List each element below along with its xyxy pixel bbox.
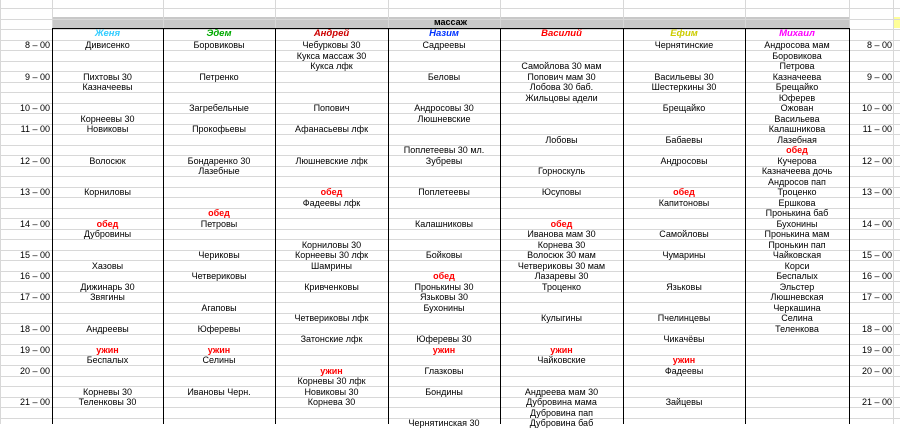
time-label-right[interactable]: 19 – 00 [861,344,892,355]
appointment-cell[interactable]: Новиковы 30 [304,386,359,397]
time-label-right[interactable]: 8 – 00 [866,40,892,50]
appointment-cell[interactable]: Афанасьевы лфк [294,124,369,134]
appointment-cell[interactable]: Кулыгины [540,313,582,323]
appointment-cell[interactable]: Лазебная [777,134,817,145]
appointment-cell[interactable]: Дубровины [83,229,132,239]
appointment-cell[interactable]: Васильевы 30 [654,71,714,82]
break-label[interactable]: ужин [432,344,456,355]
appointment-cell[interactable]: Лобовы [545,134,578,145]
appointment-cell[interactable]: Чебурковы 30 [302,40,361,50]
appointment-cell[interactable]: Андросова мам [764,40,830,50]
appointment-cell[interactable]: Юсуповы [541,187,582,197]
appointment-cell[interactable]: Теленкова [775,323,819,334]
time-label-right[interactable]: 18 – 00 [861,323,892,334]
break-label[interactable]: обед [208,208,230,218]
appointment-cell[interactable]: Лобова 30 баб. [529,82,594,92]
appointment-cell[interactable]: Люшневская [770,292,824,302]
appointment-cell[interactable]: Звягины [90,292,125,302]
appointment-cell[interactable]: Пронькины 30 [414,281,474,292]
break-label[interactable]: обед [550,218,573,229]
appointment-cell[interactable]: Юферевы [197,323,241,334]
appointment-cell[interactable]: Черкашина [773,302,821,313]
appointment-cell[interactable]: Дижинарь 30 [80,281,135,292]
time-label-right[interactable]: 12 – 00 [861,155,892,166]
appointment-cell[interactable]: Беспалых [776,271,818,281]
appointment-cell[interactable]: Чериковы [198,250,240,260]
appointment-cell[interactable]: Самойловы [659,229,709,239]
appointment-cell[interactable]: Попович мам 30 [527,71,596,82]
time-label-left[interactable]: 11 – 00 [20,124,50,134]
appointment-cell[interactable]: Агаповы [201,302,237,313]
appointment-cell[interactable]: Бондаренко 30 [187,155,251,166]
appointment-cell[interactable]: Волосюк [89,155,126,166]
appointment-cell[interactable]: Ожован [780,103,814,113]
time-label-right[interactable]: 10 – 00 [861,103,892,113]
break-label[interactable]: ужин [550,344,573,355]
appointment-cell[interactable]: Пронькина баб [765,208,829,218]
appointment-cell[interactable]: Четвериковы [191,271,247,281]
time-label-left[interactable]: 13 – 00 [19,187,50,197]
appointment-cell[interactable]: Садреевы [422,40,466,50]
appointment-cell[interactable]: Теленковы 30 [78,397,137,407]
appointment-cell[interactable]: Самойлова 30 мам [521,61,602,71]
appointment-cell[interactable]: Шамрины [311,260,352,271]
time-label-left[interactable]: 12 – 00 [19,155,50,166]
appointment-cell[interactable]: Селины [202,355,236,365]
appointment-cell[interactable]: Кукса лфк [310,61,353,71]
column-header[interactable]: Ефим [670,28,698,39]
appointment-cell[interactable]: Беловы [427,71,461,82]
appointment-cell[interactable]: Пронькин пап [768,239,826,250]
column-header[interactable]: Василий [541,28,582,39]
appointment-cell[interactable]: Пчелинцевы [657,313,711,323]
appointment-cell[interactable]: Пронькина мам [764,229,830,239]
appointment-cell[interactable]: Брещайко [662,103,706,113]
appointment-cell[interactable]: Казначеева [772,71,822,82]
appointment-cell[interactable]: Дубровина баб [529,418,594,428]
appointment-cell[interactable]: Калашниковы [414,218,474,229]
appointment-cell[interactable]: Бухонины [776,218,818,229]
column-header[interactable]: Женя [94,28,121,39]
appointment-cell[interactable]: Капитоновы [658,197,710,208]
grid-row-line [0,8,900,9]
time-label-right[interactable]: 11 – 00 [862,124,892,134]
time-label-left[interactable]: 18 – 00 [19,323,50,334]
appointment-cell[interactable]: Корнева 30 [537,239,586,250]
appointment-cell[interactable]: Корнева 30 [307,397,356,407]
grid-col-line [893,0,894,424]
appointment-cell[interactable]: Корниловы [84,187,131,197]
column-header[interactable]: Назим [429,28,459,39]
break-label[interactable]: ужин [207,344,231,355]
time-label-left[interactable]: 21 – 00 [19,397,50,407]
time-label-left[interactable]: 15 – 00 [19,250,50,260]
time-label-left[interactable]: 19 – 00 [19,344,50,355]
appointment-cell[interactable]: Язьковы [666,281,702,292]
appointment-cell[interactable]: Чайковские [537,355,586,365]
appointment-cell[interactable]: Юферев [778,92,816,103]
column-header[interactable]: Эдем [206,28,232,39]
time-label-left[interactable]: 20 – 00 [19,365,50,376]
appointment-cell[interactable]: Бондины [425,386,463,397]
appointment-cell[interactable]: Корси [784,260,810,271]
appointment-cell[interactable]: Беспалых [86,355,129,365]
appointment-cell[interactable]: Лазебные [198,166,240,176]
appointment-cell[interactable]: Четвериковы 30 мам [517,260,606,271]
appointment-cell[interactable]: Дубровина пап [529,407,594,418]
break-label[interactable]: обед [433,271,455,281]
appointment-cell[interactable]: Загребельные [189,103,249,113]
appointment-cell[interactable]: Новиковы [86,124,129,134]
appointment-cell[interactable]: Шестеркины 30 [651,82,717,92]
appointment-cell[interactable]: Чернятинские [654,40,714,50]
appointment-cell[interactable]: Андросов пап [768,176,826,187]
appointment-cell[interactable]: Зубревы [425,155,463,166]
appointment-cell[interactable]: Волосюк 30 мам [527,250,596,260]
appointment-cell[interactable]: Кучерова [777,155,817,166]
grid-col-line [0,0,1,424]
time-label-right[interactable]: 17 – 00 [861,292,892,302]
appointment-cell[interactable]: Бабаевы [665,134,703,145]
sheet-title[interactable]: массаж [433,17,468,27]
appointment-cell[interactable]: Ершкова [778,197,816,208]
appointment-cell[interactable]: Корнеевы 30 [80,113,135,124]
time-label-left[interactable]: 17 – 00 [19,292,50,302]
appointment-cell[interactable]: Дивисенко [85,40,130,50]
time-label-right[interactable]: 21 – 00 [861,397,892,407]
column-header[interactable]: Михаил [779,28,815,39]
appointment-cell[interactable]: Боровикова [772,50,822,61]
appointment-cell[interactable]: Петровы [200,218,238,229]
appointment-cell[interactable]: Троценко [541,281,582,292]
appointment-cell[interactable]: Андреева мам 30 [524,386,599,397]
appointment-cell[interactable]: Люшневские лфк [295,155,368,166]
appointment-cell[interactable]: Фадеевы [664,365,704,376]
appointment-cell[interactable]: Кривченковы [304,281,359,292]
appointment-cell[interactable]: Люшневские [417,113,471,124]
break-label[interactable]: ужин [96,344,119,355]
column-header[interactable]: Андрей [313,28,350,39]
appointment-cell[interactable]: Прокофьевы [192,124,246,134]
appointment-cell[interactable]: Бухонины [423,302,465,313]
appointment-cell[interactable]: Иванова мам 30 [527,229,596,239]
appointment-cell[interactable]: Зайцевы [665,397,703,407]
time-label-right[interactable]: 20 – 00 [861,365,892,376]
appointment-cell[interactable]: Селина [781,313,813,323]
appointment-cell[interactable]: Андросовы 30 [414,103,474,113]
appointment-cell[interactable]: Юферевы 30 [416,334,472,344]
appointment-cell[interactable]: Глазковы [424,365,464,376]
appointment-cell[interactable]: Фадеевы лфк [302,197,361,208]
appointment-cell[interactable]: Петренко [199,71,239,82]
break-label[interactable]: ужин [672,355,696,365]
appointment-cell[interactable]: Брещайко [775,82,819,92]
appointment-cell[interactable]: Корниловы 30 [301,239,362,250]
appointment-cell[interactable]: Бойковы [425,250,463,260]
break-label[interactable]: ужин [320,365,343,376]
appointment-cell[interactable]: Чернятинская 30 [408,418,480,428]
time-label-right[interactable]: 15 – 00 [861,250,892,260]
appointment-cell[interactable]: Четвериковы лфк [294,313,369,323]
time-label-right[interactable]: 13 – 00 [861,187,892,197]
appointment-cell[interactable]: Жильцовы адели [525,92,598,103]
appointment-cell[interactable]: Чумарины [662,250,706,260]
time-label-left[interactable]: 16 – 00 [19,271,50,281]
time-label-left[interactable]: 14 – 00 [19,218,50,229]
appointment-cell[interactable]: Пихтовы 30 [83,71,132,82]
appointment-cell[interactable]: Чайковская [772,250,822,260]
appointment-cell[interactable]: Казначеева дочь [761,166,833,176]
appointment-cell[interactable]: Корнеевы 30 лфк [294,250,369,260]
break-label[interactable]: обед [96,218,119,229]
break-label[interactable]: обед [786,145,808,155]
appointment-cell[interactable]: Васильева [774,113,820,124]
appointment-cell[interactable]: Эльстер [779,281,815,292]
appointment-cell[interactable]: Корневы 30 [83,386,132,397]
time-label-right[interactable]: 16 – 00 [861,271,892,281]
appointment-cell[interactable]: Андреевы [86,323,129,334]
time-label-left[interactable]: 8 – 00 [24,40,50,50]
appointment-cell[interactable]: Поплетеевы 30 мл. [403,145,485,155]
appointment-cell[interactable]: Троценко [777,187,817,197]
time-label-left[interactable]: 10 – 00 [19,103,50,113]
appointment-cell[interactable]: Боровиковы [193,40,245,50]
appointment-cell[interactable]: Корневы 30 лфк [297,376,366,386]
appointment-cell[interactable]: Калашникова [768,124,826,134]
appointment-cell[interactable]: Андросовы [660,155,708,166]
appointment-cell[interactable]: Попович [313,103,350,113]
appointment-cell[interactable]: Петрова [779,61,815,71]
appointment-cell[interactable]: Хазовы [91,260,124,271]
grid-row-line [0,19,900,20]
appointment-cell[interactable]: Поплетеевы [418,187,470,197]
break-label[interactable]: обед [320,187,343,197]
appointment-cell[interactable]: Дубровина мама [526,397,597,407]
appointment-cell[interactable]: Горноскуль [537,166,586,176]
appointment-cell[interactable]: Ивановы Черн. [187,386,251,397]
time-label-left[interactable]: 9 – 00 [24,71,50,82]
appointment-cell[interactable]: Кукса массаж 30 [296,50,367,61]
appointment-cell[interactable]: Затонские лфк [300,334,363,344]
break-label[interactable]: обед [673,187,695,197]
appointment-cell[interactable]: Казначеевы [82,82,133,92]
time-label-right[interactable]: 14 – 00 [861,218,892,229]
appointment-cell[interactable]: Лазаревы 30 [534,271,589,281]
time-label-right[interactable]: 9 – 00 [866,71,892,82]
appointment-cell[interactable]: Язьковы 30 [419,292,469,302]
appointment-cell[interactable]: Чикачёвы [663,334,705,344]
